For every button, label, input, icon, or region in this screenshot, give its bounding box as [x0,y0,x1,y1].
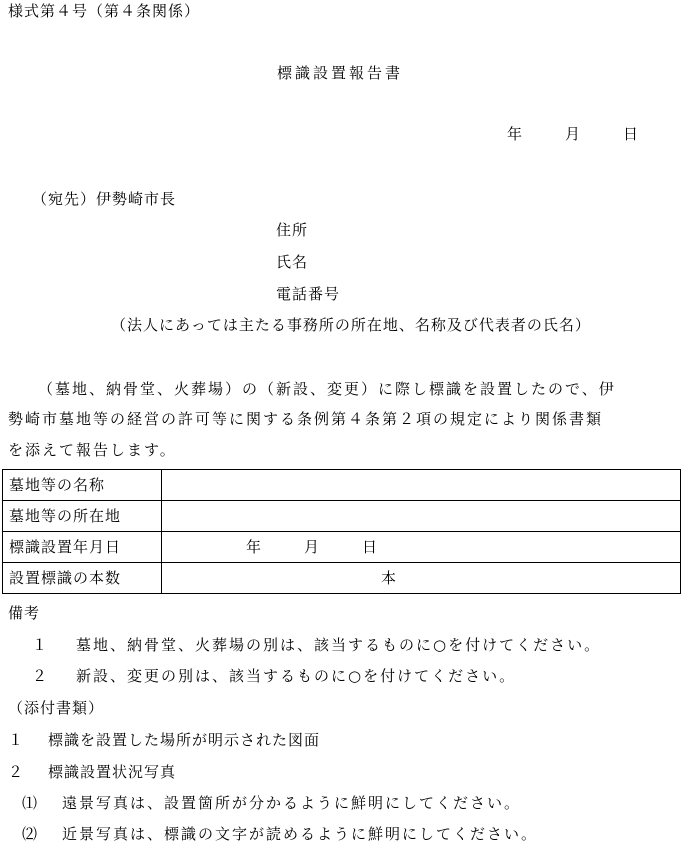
corporate-note: （法人にあっては主たる事務所の所在地、名称及び代表者の氏名） [111,316,591,334]
unit-label: 本 [381,568,398,587]
sign-date-label: 標識設置年月日 [3,532,162,563]
remark-text: 新設、変更の別は、該当するものに○を付けてください。 [76,667,517,685]
cemetery-location-label: 墓地等の所在地 [3,501,162,532]
cemetery-location-value[interactable] [162,501,681,532]
attachment-text: 標識を設置した場所が明示された図面 [48,731,321,749]
day-label: 日 [362,537,379,556]
attachment-sub-item [22,796,521,811]
table-row [3,470,681,501]
table-row [3,501,681,532]
attachment-text: 標識設置状況写真 [48,763,177,781]
sign-count-label: 設置標識の本数 [3,563,162,594]
document-title: 標識設置報告書 [277,64,404,82]
sign-count-value[interactable] [162,563,681,594]
cemetery-name-label: 墓地等の名称 [3,470,162,501]
phone-label: 電話番号 [276,285,341,303]
remarks-heading: 備考 [8,604,41,622]
attachment-sub-item [22,827,538,842]
addressee: （宛先）伊勢崎市長 [32,190,177,208]
report-date [507,127,639,142]
name-label: 氏名 [276,253,309,271]
remark-item [32,638,601,653]
sub-item-text: 遠景写真は、設置箇所が分かるように鮮明にしてください。 [62,794,522,812]
year-label: 年 [507,125,524,143]
attachments-heading: （添付書類） [8,699,105,717]
sub-item-number: ⑵ [22,825,40,843]
body-line: を添えて報告します。 [8,441,177,459]
table-row [3,563,681,594]
address-label: 住所 [276,221,309,239]
body-line: （墓地、納骨堂、火葬場）の（新設、変更）に際し標識を設置したので、伊 [38,380,616,398]
remark-number: １ [32,636,50,654]
table-row [3,532,681,563]
attachment-number: ２ [8,763,25,781]
sub-item-text: 近景写真は、標識の文字が読めるように鮮明にしてください。 [62,825,539,843]
info-table [2,469,681,594]
month-label: 月 [565,125,582,143]
sign-date-value[interactable] [162,532,681,563]
remark-number: ２ [32,667,50,685]
attachment-item [8,765,176,780]
attachment-number: １ [8,731,25,749]
body-line: 勢崎市墓地等の経営の許可等に関する条例第４条第２項の規定により関係書類 [8,410,604,428]
remark-text: 墓地、納骨堂、火葬場の別は、該当するものに○を付けてください。 [76,636,602,654]
day-label: 日 [623,125,640,143]
sub-item-number: ⑴ [22,794,40,812]
form-number: 様式第４号（第４条関係） [8,2,201,20]
cemetery-name-value[interactable] [162,470,681,501]
attachment-item [8,733,320,748]
month-label: 月 [304,537,321,556]
year-label: 年 [246,537,263,556]
remark-item [32,669,516,684]
